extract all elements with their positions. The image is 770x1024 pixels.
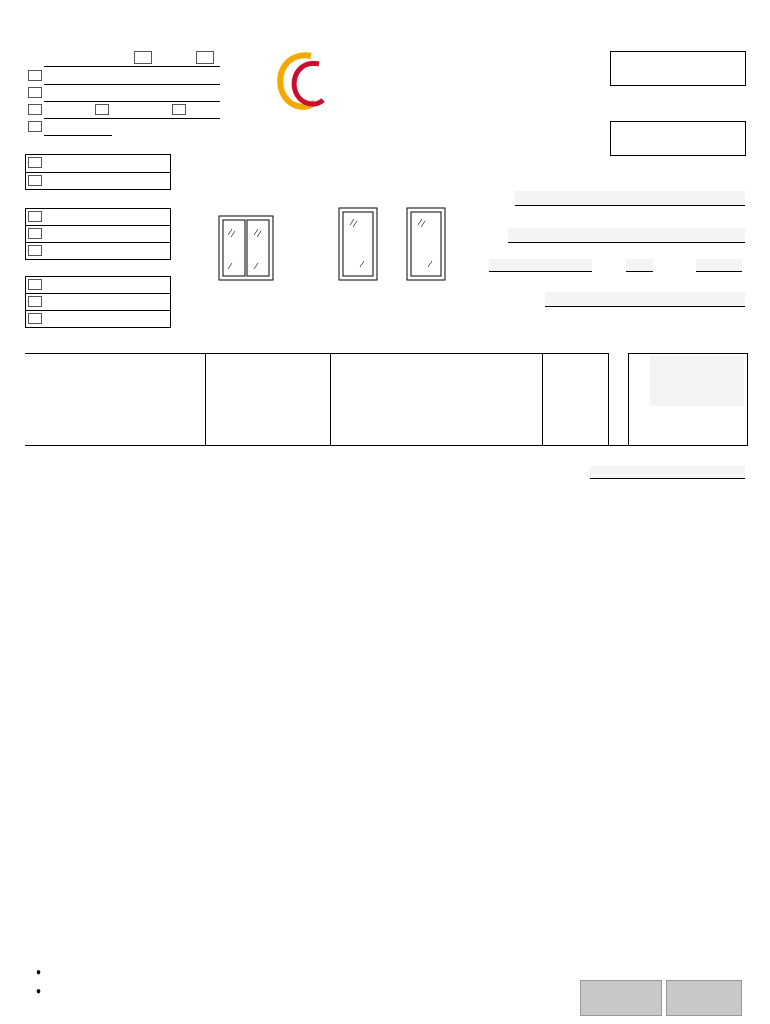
- reset-button[interactable]: [580, 980, 662, 1016]
- rough-opening-checkbox[interactable]: [28, 313, 42, 324]
- accoya-sg-checkbox[interactable]: [95, 104, 109, 115]
- cobb-custom-logo: [275, 50, 425, 116]
- quoted-by-input[interactable]: [590, 466, 745, 478]
- options-table: [25, 353, 748, 447]
- title24-yes-checkbox[interactable]: [134, 51, 152, 64]
- logo-cc-icon: [275, 50, 425, 116]
- full-bound-sash-checkbox[interactable]: [28, 175, 42, 186]
- sash-block: [25, 208, 171, 260]
- zip-input[interactable]: [696, 259, 742, 271]
- eta-input[interactable]: [650, 356, 744, 406]
- state-input[interactable]: [626, 259, 653, 271]
- grade-block: [25, 68, 223, 138]
- title24-no-checkbox[interactable]: [196, 51, 214, 64]
- bullet-2: ●: [36, 986, 46, 997]
- primed-checkbox[interactable]: [28, 121, 42, 132]
- accoya-pg-checkbox[interactable]: [28, 104, 42, 115]
- po-number-input[interactable]: [610, 121, 746, 156]
- doug-stain-checkbox[interactable]: [28, 87, 42, 98]
- sash-138-checkbox[interactable]: [28, 211, 42, 222]
- print-button[interactable]: [666, 980, 742, 1016]
- requested-by-input[interactable]: [545, 292, 745, 306]
- quote-number-input[interactable]: [610, 51, 746, 86]
- net-outside-checkbox[interactable]: [28, 296, 42, 307]
- slider-window-icon: [218, 215, 274, 281]
- city-input[interactable]: [489, 259, 592, 271]
- sash-112-checkbox[interactable]: [28, 228, 42, 239]
- customer-input[interactable]: [515, 191, 745, 205]
- sapele-checkbox[interactable]: [172, 104, 186, 115]
- dims-block: [25, 276, 171, 328]
- full-bound-frame-checkbox[interactable]: [28, 157, 42, 168]
- net-inside-checkbox[interactable]: [28, 279, 42, 290]
- address-input[interactable]: [508, 228, 745, 242]
- casement-rh-icon: [406, 207, 446, 281]
- doug-paint-checkbox[interactable]: [28, 70, 42, 81]
- bullet-1: ●: [36, 967, 46, 978]
- sash-134-checkbox[interactable]: [28, 245, 42, 256]
- casement-lh-icon: [338, 207, 378, 281]
